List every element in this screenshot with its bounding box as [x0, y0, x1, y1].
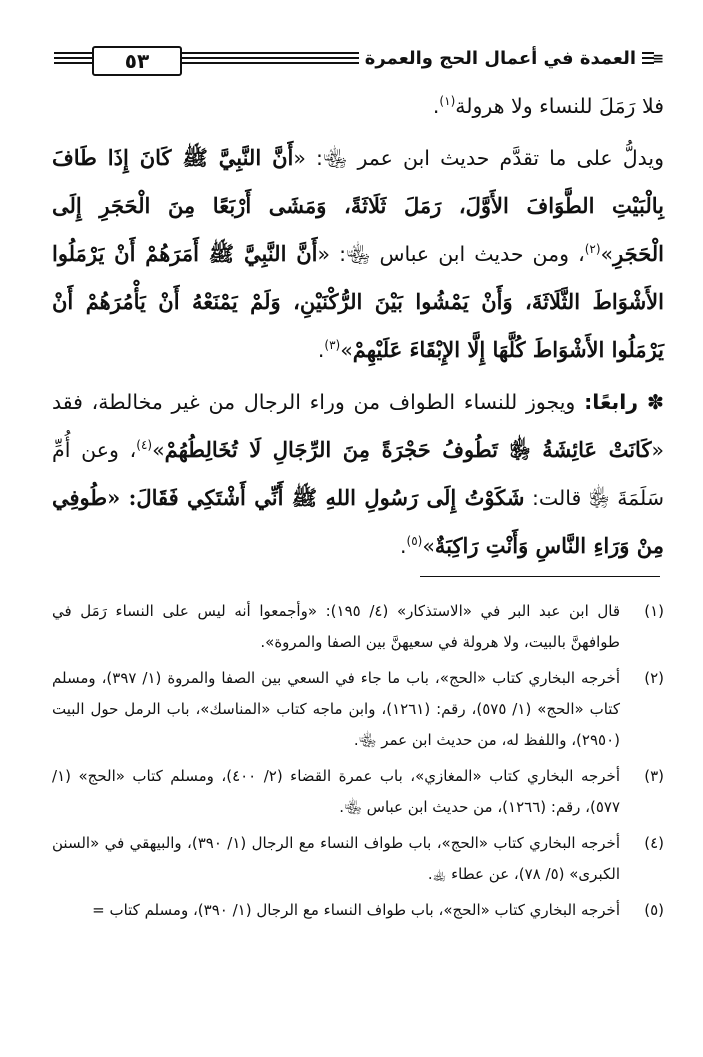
- p1-end: .: [432, 94, 440, 118]
- p3-end: .: [400, 534, 407, 558]
- footnote-ref-5: (٥): [406, 534, 423, 549]
- header-title: العمدة في أعمال الحج والعمرة: [359, 46, 642, 72]
- hadith-ibn-umar: أَنَّ النَّبِيَّ ﷺ كَانَ إِذَا طَافَ بِالْبَيْتِ الطَّوَافَ الأَوَّلَ، رَمَلَ ثَلَاثَةً، وَمَشَى أَرْبَعًا مِنَ الْحَجَرِ إِلَى الْحَجَرِ: [52, 145, 664, 266]
- footnote-text: أخرجه البخاري كتاب «المغازي»، باب عمرة القضاء (٢/ ٤٠٠)، ومسلم كتاب «الحج» (١/ ٥٧٧)، رقم: (١٢٦٦)، من حديث ابن عباس ﵄.: [52, 767, 620, 816]
- hadith-umm-salama: شَكَوْتُ إِلَى رَسُولِ اللهِ ﷺ أَنِّي أَشْتَكِي فَقَالَ: «طُوفِي مِنْ وَرَاءِ النَّاسِ وَأَنْتِ رَاكِبَةٌ: [52, 485, 664, 558]
- footnote-ref-2: (٢): [584, 242, 601, 257]
- p2-mid: ، ومن حديث ابن عباس ﵄: «: [317, 242, 585, 266]
- footnote-3: [52, 761, 664, 823]
- footnote-number: (٥): [644, 901, 664, 919]
- footnote-number: (٣): [644, 767, 664, 785]
- p3-close-2: »: [422, 534, 435, 558]
- footnote-ref-1: (١): [439, 94, 456, 109]
- p3-intro: ويجوز للنساء الطواف من وراء الرجال من غير مخالطة، فقد «: [52, 390, 664, 462]
- footnote-number: (٢): [644, 669, 664, 687]
- footnote-4: [52, 828, 664, 890]
- p3-close-1: »: [152, 438, 165, 462]
- header-mark-icon: ≡: [652, 51, 664, 67]
- p2-close-2: »: [340, 338, 353, 362]
- p3-mid: ، وعن أُمِّ سَلَمَةَ ﵂ قالت:: [52, 438, 664, 510]
- section-label: رابعًا:: [584, 390, 639, 414]
- paragraph-2: [52, 134, 664, 374]
- paragraph-1: [52, 82, 664, 130]
- footnote-number: (٤): [644, 834, 664, 852]
- hadith-ibn-abbas: أَنَّ النَّبِيَّ ﷺ أَمَرَهُمْ أَنْ يَرْمَلُوا الأَشْوَاطَ الثَّلَاثَةَ، وَأَنْ يَمْشُوا بَيْنَ الرُّكْنَيْنِ، وَلَمْ يَمْنَعْهُ أَنْ يَأْمُرَهُمْ أَنْ يَرْمَلُوا الأَشْوَاطَ كُلَّهَا إِلَّا الإِبْقَاءَ عَلَيْهِمْ: [52, 241, 664, 362]
- footnote-text: أخرجه البخاري كتاب «الحج»، باب طواف النساء مع الرجال (١/ ٣٩٠)، والبيهقي في «السنن الكبرى» (٥/ ٧٨)، عن عطاء ﵀.: [52, 834, 620, 883]
- footnote-text: أخرجه البخاري كتاب «الحج»، باب ما جاء في السعي بين الصفا والمروة (١/ ٣٩٧)، ومسلم كتاب «الحج» (١/ ٥٧٥)، رقم: (١٢٦١)، وابن ماجه كتاب «المناسك»، باب الرمل حول البيت (٢٩٥٠)، واللفظ له، من حديث ابن عمر ﵄.: [52, 669, 620, 749]
- footnote-separator: [420, 576, 660, 577]
- footnote-text: أخرجه البخاري كتاب «الحج»، باب طواف النساء مع الرجال (١/ ٣٩٠)، ومسلم كتاب =: [92, 901, 620, 919]
- footnote-5: [52, 895, 664, 926]
- footnote-2: [52, 663, 664, 756]
- p1-text: فلا رَمَلَ للنساء ولا هرولة: [455, 94, 664, 118]
- footnote-1: [52, 596, 664, 658]
- p2-close-1: »: [600, 242, 614, 266]
- footnote-ref-4: (٤): [136, 438, 153, 453]
- running-header: [54, 42, 664, 76]
- footnote-ref-3: (٣): [324, 338, 341, 353]
- footnote-text: قال ابن عبد البر في «الاستذكار» (٤/ ١٩٥): «وأجمعوا أنه ليس على النساء رَمَل في طوافهنَّ بالبيت، ولا هرولة في سعيهنَّ بين الصفا والمروة».: [52, 602, 621, 651]
- p2-intro: ويدلُّ على ما تقدَّم حديث ابن عمر ﵄: «: [293, 146, 664, 170]
- star-icon: ✽: [646, 390, 664, 414]
- footnotes: [52, 596, 664, 931]
- p2-end: .: [317, 338, 325, 362]
- main-text: [52, 82, 664, 570]
- page-number: ٥٣: [92, 46, 182, 76]
- footnote-number: (١): [644, 602, 664, 620]
- paragraph-3: [52, 378, 664, 570]
- hadith-aisha: كَانَتْ عَائِشَةُ ﵂ تَطُوفُ حَجْرَةً مِنَ الرِّجَالِ لَا تُخَالِطُهُمْ: [164, 437, 652, 462]
